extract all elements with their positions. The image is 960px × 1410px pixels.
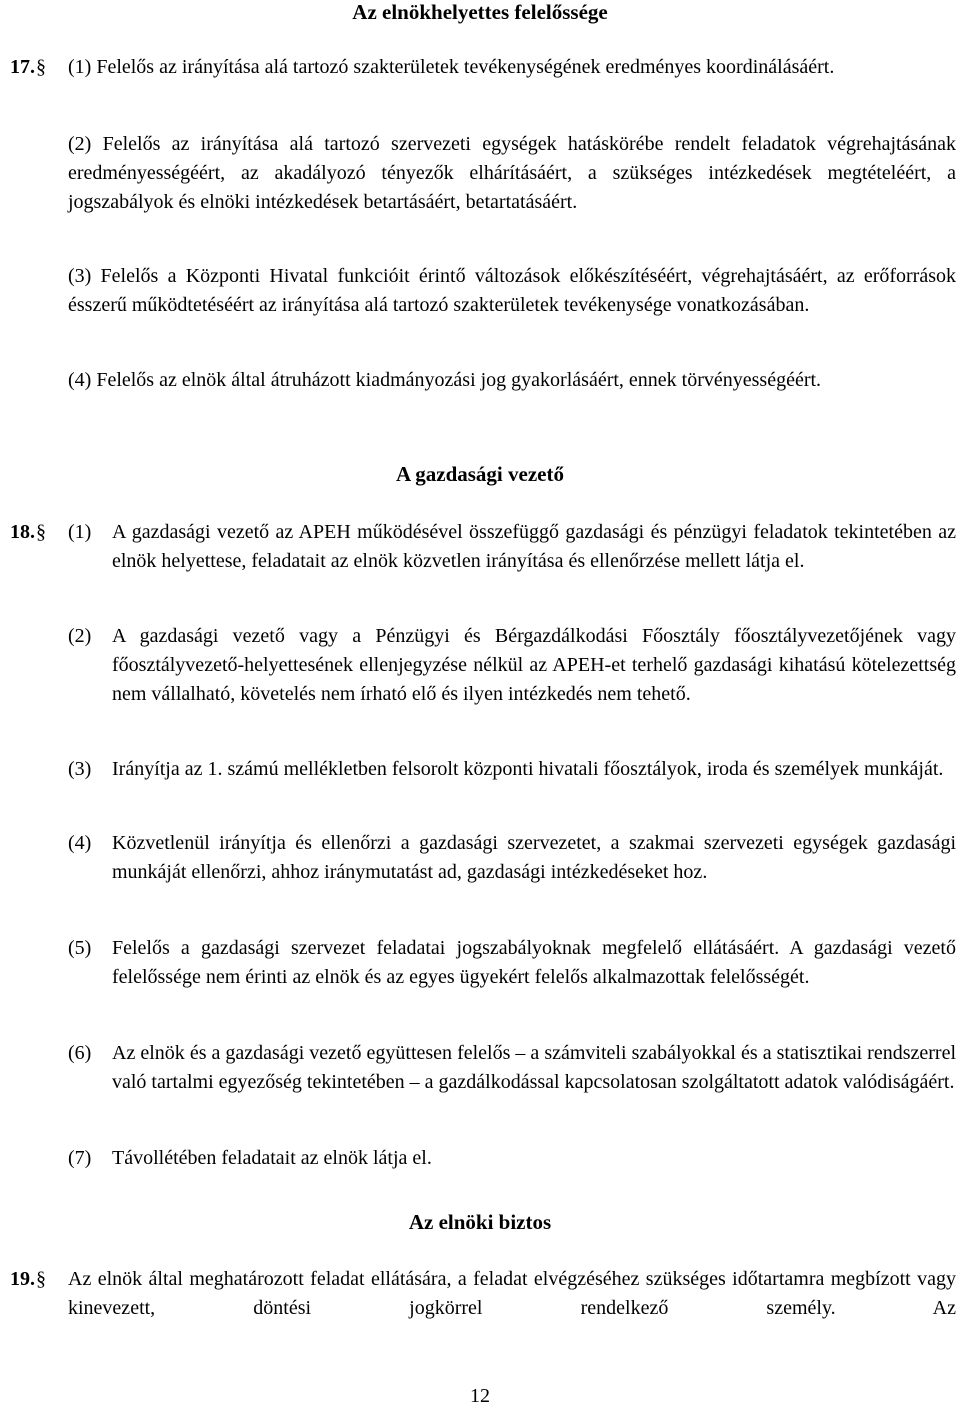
paragraph-18-2: A gazdasági vezető vagy a Pénzügyi és Bérgazdálkodási Főosztály főosztályvezetőjének vagy főosztályvezető-helyettesének ellenjegyzése nélkül az APEH-et terhelő gazdasági kihatású kötelezettség nem vállalható, követelés nem írható elő és ilyen intézkedés nem tehető. [112, 625, 956, 705]
heading-deputy-president-responsibility: Az elnökhelyettes felelőssége [352, 0, 608, 24]
section-sign: § [36, 1268, 46, 1290]
paragraph-18-1: A gazdasági vezető az APEH működésével összefüggő gazdasági és pénzügyi feladatok tekintetében az elnök helyettese, feladatait az elnök közvetlen irányítása és ellenőrzése mellett látja el. [112, 521, 956, 572]
paragraph-18-4: Közvetlenül irányítja és ellenőrzi a gazdasági szervezetet, a szakmai szervezeti egységek gazdasági munkáját ellenőrzi, ahhoz iránymutatást ad, gazdasági intézkedéseket hoz. [112, 832, 956, 883]
paragraph-number-18-3: (3) [68, 758, 92, 780]
paragraph-18-3: Irányítja az 1. számú mellékletben felsorolt központi hivatali főosztályok, iroda és személyek munkáját. [112, 758, 944, 780]
paragraph-18-5: Felelős a gazdasági szervezet feladatai jogszabályoknak megfelelő ellátásáért. A gazdasági vezető felelőssége nem érinti az elnök és az egyes ügyekért felelős alkalmazottak felelősségét. [112, 937, 956, 988]
section-sign: § [36, 521, 46, 543]
section-number-18: 18. [10, 521, 35, 543]
paragraph-18-7: Távollétében feladatait az elnök látja el. [112, 1147, 432, 1169]
section-number-17: 17. [10, 56, 35, 78]
heading-economic-director: A gazdasági vezető [396, 462, 564, 486]
paragraph-17-4: (4) Felelős az elnök által átruházott kiadmányozási jog gyakorlásáért, ennek törvényességéért. [68, 369, 822, 391]
heading-presidential-commissioner: Az elnöki biztos [408, 1210, 552, 1234]
section-sign: § [36, 56, 46, 78]
paragraph-17-3: (3) Felelős a Központi Hivatal funkcióit érintő változások előkészítéséért, végrehajtásáért, az erőforrások ésszerű működtetéséért az irányítása alá tartozó szakterületek tevékenysége vonatkozásában. [68, 265, 956, 316]
paragraph-number-18-7: (7) [68, 1147, 92, 1169]
paragraph-number-18-6: (6) [68, 1042, 92, 1064]
page-number: 12 [470, 1385, 490, 1407]
paragraph-number-18-4: (4) [68, 832, 92, 854]
paragraph-number-18-1: (1) [68, 521, 92, 543]
paragraph-19-1: Az elnök által meghatározott feladat ellátására, a feladat elvégzéséhez szükséges időtartamra megbízott vagy kinevezett, döntési jogkörrel rendelkező személy. Az [68, 1268, 956, 1319]
paragraph-number-18-5: (5) [68, 937, 92, 959]
paragraph-17-1: (1) Felelős az irányítása alá tartozó szakterületek tevékenységének eredményes koordinálásáért. [68, 56, 835, 78]
paragraph-17-2: (2) Felelős az irányítása alá tartozó szervezeti egységek hatáskörébe rendelt feladatok végrehajtásának eredményességéért, az akadályozó tényezők elhárításáért, a szükséges intézkedések megtételéért, a jogszabályok és elnöki intézkedések betartásáért, betartatásáért. [68, 133, 956, 213]
section-number-19: 19. [10, 1268, 35, 1290]
paragraph-18-6: Az elnök és a gazdasági vezető együttesen felelős – a számviteli szabályokkal és a statisztikai rendszerrel való tartalmi egyezőség tekintetében – a gazdálkodással kapcsolatosan szolgáltatott adatok valódiságáért. [112, 1042, 956, 1093]
paragraph-number-18-2: (2) [68, 625, 92, 647]
